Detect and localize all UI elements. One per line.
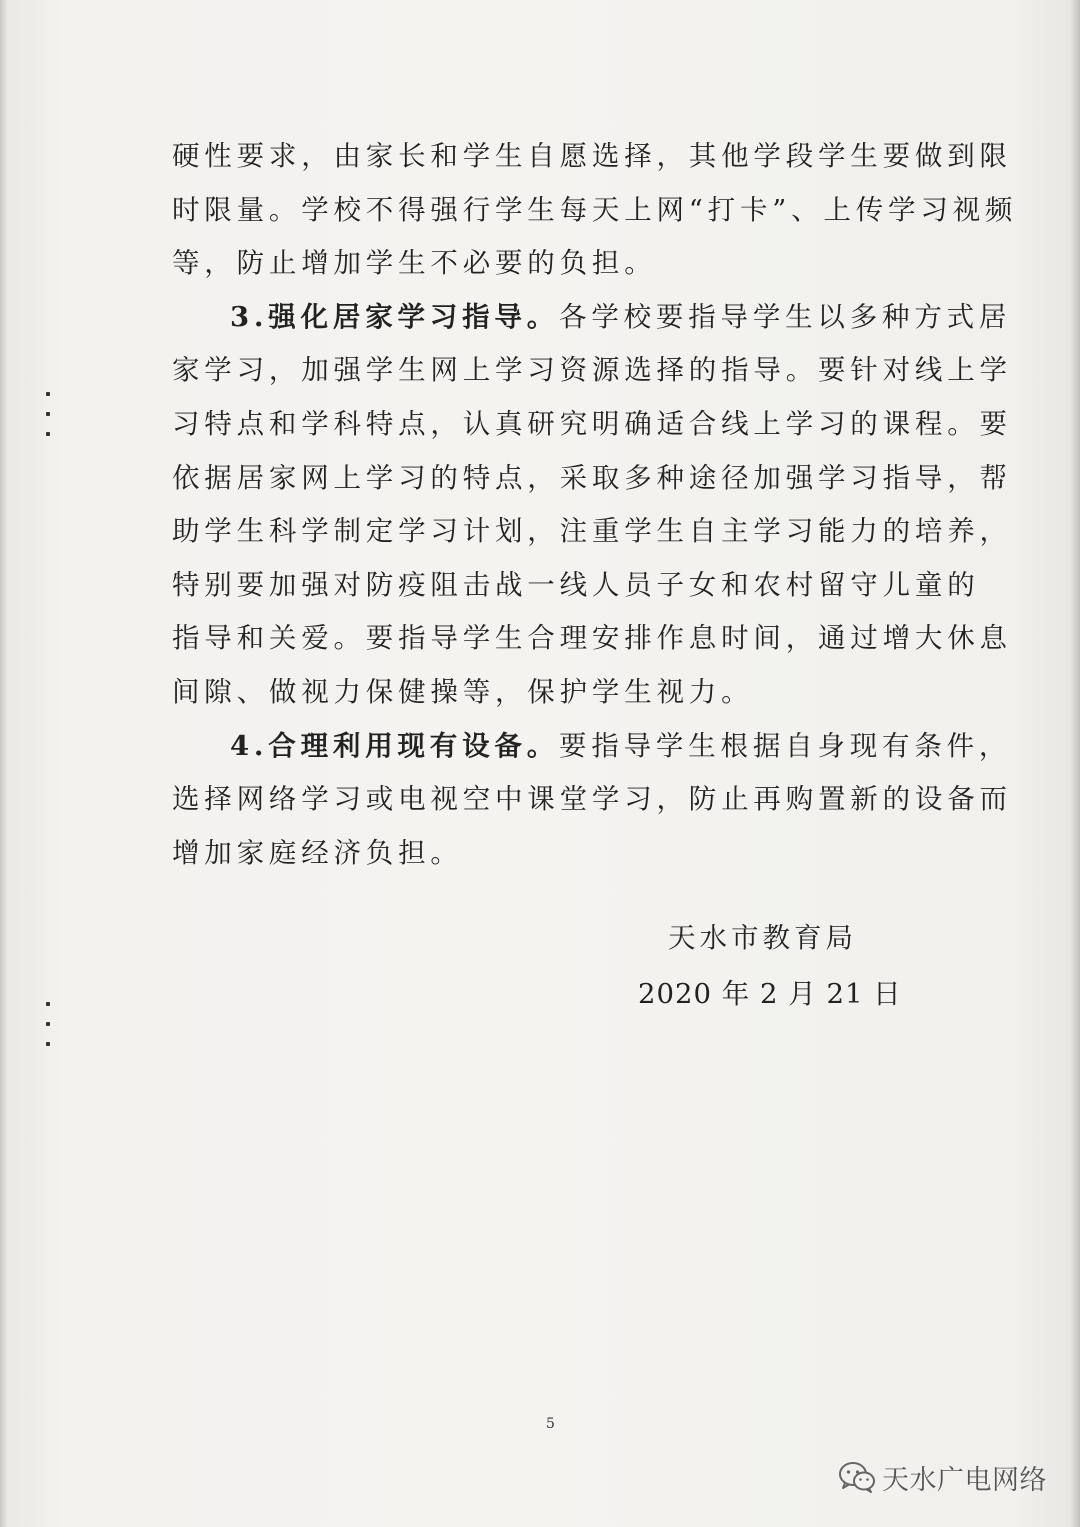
section-4-heading: 4.合理利用现有设备。: [230, 729, 560, 762]
text-line: 助学生科学制定学习计划，注重学生自主学习能力的培养，: [172, 515, 1012, 548]
page-edge-shadow-left: [0, 0, 8, 1527]
text-line: 家学习，加强学生网上学习资源选择的指导。要针对线上学: [172, 354, 1012, 387]
section-3-first-line: [172, 291, 1012, 345]
text-line: 特别要加强对防疫阻击战一线人员子女和农村留守儿童的: [172, 568, 980, 601]
watermark-text: 天水广电网络: [882, 1464, 1047, 1496]
text-line: 等，防止增加学生不必要的负担。: [172, 247, 657, 280]
section-3-first-line-text: 各学校要指导学生以多种方式居: [559, 300, 1012, 333]
body-text: [172, 130, 1018, 880]
signature-date: 2020 年 2 月 21 日: [638, 978, 902, 1010]
page-number: 5: [546, 1416, 555, 1432]
text-line: 增加家庭经济负担。: [172, 836, 463, 869]
section-3-heading: 3.强化居家学习指导。: [230, 300, 560, 333]
text-line: 指导和关爱。要指导学生合理安排作息时间，通过增大休息: [172, 622, 1012, 655]
wechat-icon: [838, 1461, 876, 1493]
binding-marks-bottom: [46, 1002, 50, 1062]
text-line: 依据居家网上学习的特点，采取多种途径加强学习指导，帮: [172, 461, 1012, 494]
text-line: 间隙、做视力保健操等，保护学生视力。: [172, 675, 754, 708]
text-line: 选择网络学习或电视空中课堂学习，防止再购置新的设备而: [172, 783, 1012, 816]
binding-marks-top: [46, 392, 50, 452]
page-edge-shadow-right: [1070, 0, 1080, 1527]
text-line: 硬性要求，由家长和学生自愿选择，其他学段学生要做到限: [172, 140, 1012, 172]
signature-organization: 天水市教育局: [668, 922, 857, 954]
section-4-first-line-text: 要指导学生根据自身现有条件，: [559, 729, 1012, 762]
watermark: [838, 1457, 1047, 1497]
text-line: 时限量。学校不得强行学生每天上网“打卡”、上传学习视频: [172, 193, 1018, 226]
section-4-first-line: [172, 720, 1012, 774]
text-line: 习特点和学科特点，认真研究明确适合线上学习的课程。要: [172, 407, 1012, 440]
